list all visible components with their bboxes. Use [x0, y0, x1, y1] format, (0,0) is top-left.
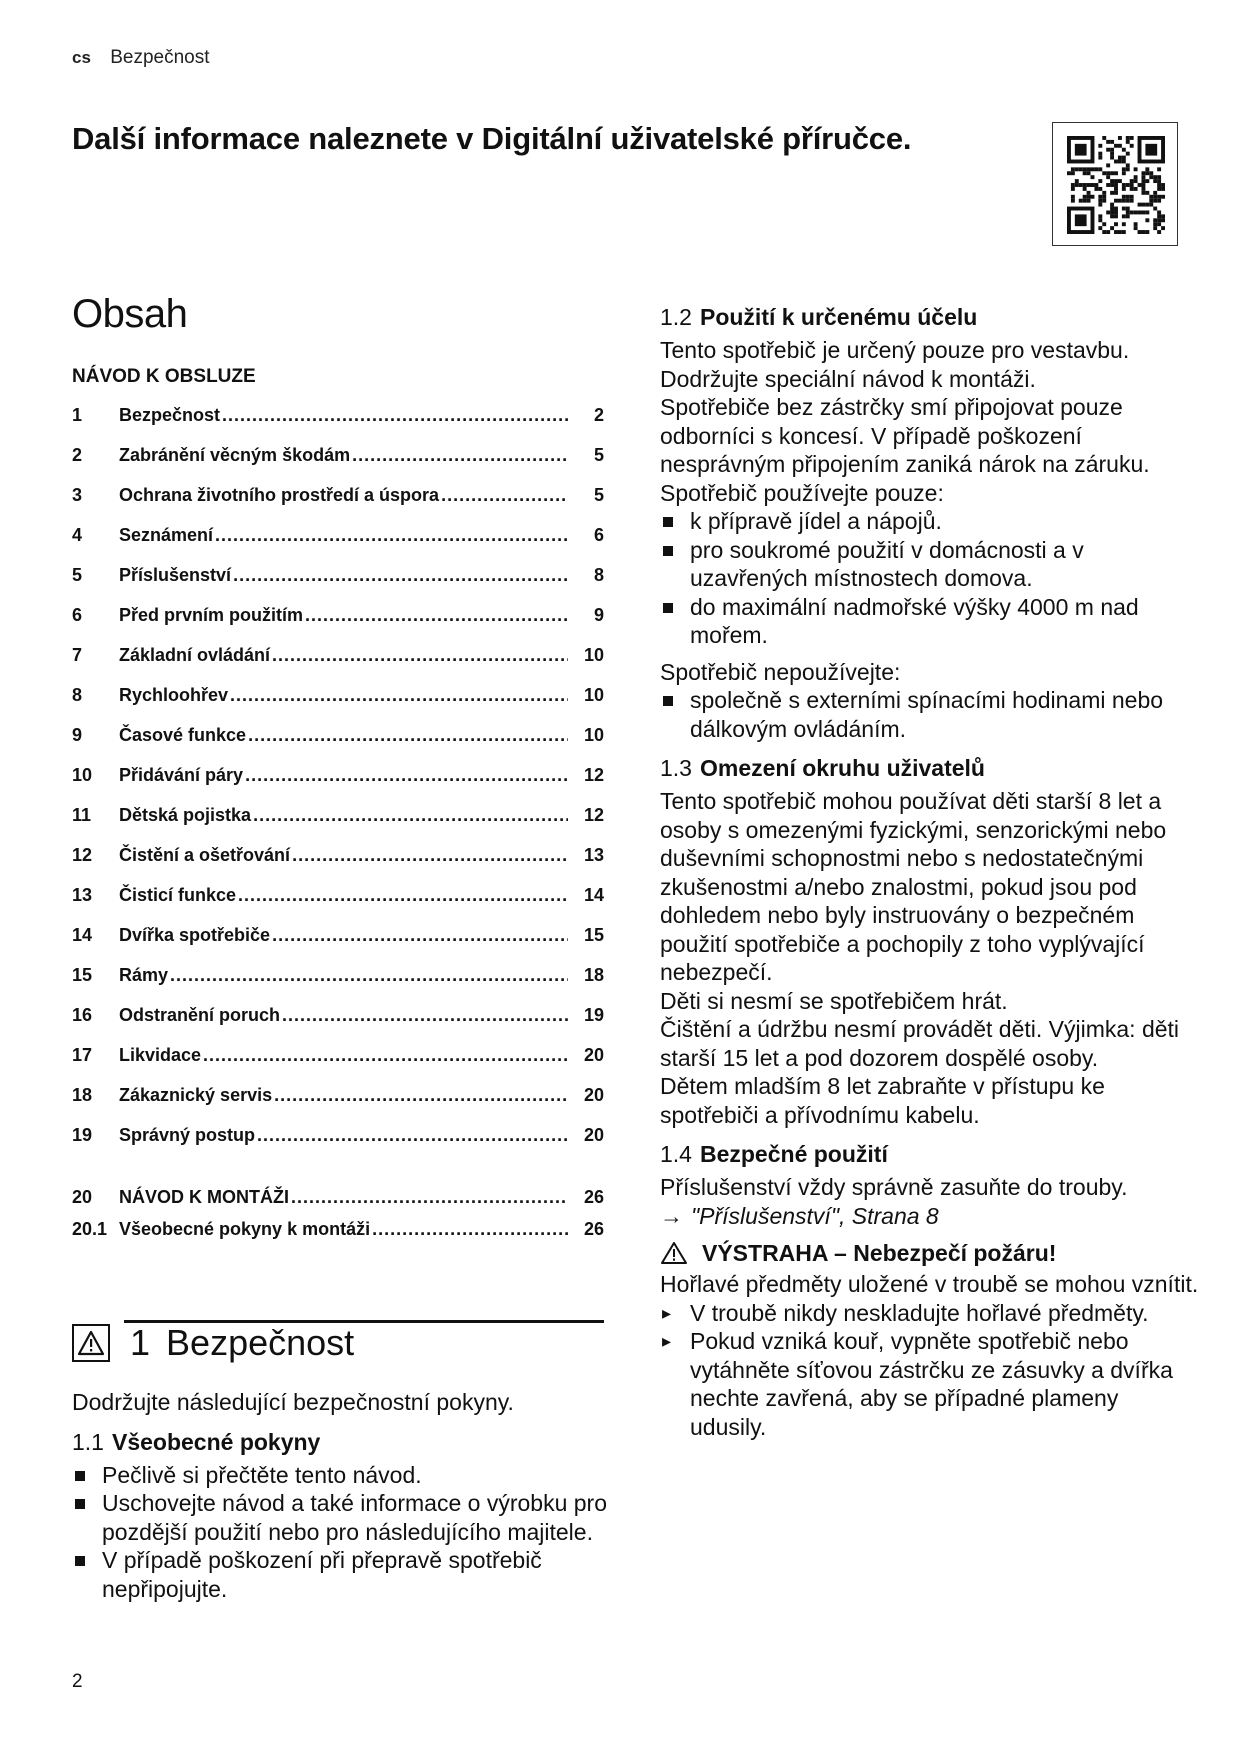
- toc-entry-page: 10: [583, 685, 604, 705]
- toc-entry[interactable]: [72, 1045, 604, 1085]
- paragraph: Děti si nesmí se spotřebičem hrát.: [660, 987, 1008, 1014]
- toc-leader-dots: [248, 725, 568, 746]
- toc-entry-page: 6: [593, 525, 604, 545]
- toc-entry[interactable]: [72, 1125, 604, 1165]
- list-item: k přípravě jídel a nápojů.: [660, 507, 1200, 536]
- toc-entry-page: 15: [583, 925, 604, 945]
- toc-heading: NÁVOD K OBSLUZE: [72, 366, 256, 387]
- section-1-left-content: [72, 1388, 612, 1603]
- toc-entry-title: Odstranění poruch: [119, 1005, 281, 1025]
- toc-entry-page: 8: [593, 565, 604, 585]
- subsection-number: 1.4: [660, 1141, 692, 1167]
- toc-entry-title: Základní ovládání: [119, 645, 271, 665]
- qr-code-icon: [1067, 136, 1165, 234]
- toc-list: [72, 405, 604, 1165]
- list-item: do maximální nadmořské výšky 4000 m nad mořem.: [660, 593, 1200, 650]
- toc-entry-page: 26: [583, 1187, 604, 1207]
- paragraph: Příslušenství vždy správně zasuňte do trouby.: [660, 1174, 1128, 1200]
- toc-entry-page: 20: [583, 1045, 604, 1065]
- toc-entry-number: 14: [72, 925, 93, 945]
- language-code: cs: [72, 48, 91, 67]
- toc-entry[interactable]: [72, 925, 604, 965]
- digital-manual-title: Další informace naleznete v Digitální uživatelské příručce.: [72, 121, 912, 156]
- warning-triangle-icon: [660, 1241, 688, 1265]
- toc-entry-number: 17: [72, 1045, 93, 1065]
- toc-entry-title: Dvířka spotřebiče: [119, 925, 271, 945]
- toc-leader-dots: [230, 685, 568, 706]
- toc-entry-number: 7: [72, 645, 83, 665]
- paragraph: Tento spotřebič mohou používat děti starší 8 let a osoby s omezenými fyzickými, senzorickými nebo duševními schopnostmi nebo s nedostatečnými zkušenostmi a/nebo znalostmi, pokud jsou pod dohledem nebo byly instruovány o bezpečném použití spotřebiče a pochopily z toho vyplývající nebezpečí.: [660, 788, 1167, 985]
- toc-entry[interactable]: [72, 1005, 604, 1045]
- toc-leader-dots: [272, 645, 568, 666]
- toc-entry-title: Dětská pojistka: [119, 805, 252, 825]
- toc-entry-number: 4: [72, 525, 83, 545]
- toc-leader-dots: [441, 485, 568, 506]
- toc-entry-page: 18: [583, 965, 604, 985]
- toc-entry-title: Seznámení: [119, 525, 214, 545]
- toc-entry[interactable]: [72, 965, 604, 1005]
- subsection-number: 1.1: [72, 1428, 104, 1455]
- subsection-title-text: Bezpečné použití: [699, 1141, 888, 1167]
- toc-entry-number: 5: [72, 565, 83, 585]
- toc-entry-page: 2: [593, 405, 604, 425]
- left-column: [72, 290, 607, 1602]
- toc-entry-page: 10: [583, 725, 604, 745]
- subsection-title-text: Omezení okruhu uživatelů: [699, 755, 985, 781]
- right-column: [660, 302, 1200, 1441]
- warning-triangle-icon: [72, 1324, 110, 1362]
- toc-entry-number: 15: [72, 965, 93, 985]
- toc-title: Obsah: [72, 292, 188, 336]
- toc-entry-title: Všeobecné pokyny k montáži: [119, 1219, 371, 1239]
- toc-leader-dots: [245, 765, 568, 786]
- section-heading: [72, 1322, 354, 1364]
- toc-entry[interactable]: [72, 565, 604, 605]
- toc-entry-title: Likvidace: [119, 1045, 202, 1065]
- toc-leader-dots: [253, 805, 568, 826]
- toc-entry[interactable]: [72, 485, 604, 525]
- toc-entry-page: 20: [583, 1085, 604, 1105]
- toc-entry-title: Správný postup: [119, 1125, 256, 1145]
- arrow-right-icon: →: [660, 1202, 683, 1229]
- fire-safety-steps: [660, 1299, 1200, 1442]
- list-item: V případě poškození při přepravě spotřebič nepřipojujte.: [72, 1546, 612, 1603]
- toc-entry[interactable]: [72, 725, 604, 765]
- toc-entry-page: 19: [583, 1005, 604, 1025]
- toc-entry-number: 6: [72, 605, 83, 625]
- list-item: ▸ V troubě nikdy neskladujte hořlavé předměty.: [660, 1299, 1200, 1328]
- paragraph: Čištění a údržbu nesmí provádět děti. Výjimka: děti starší 15 let a pod dozorem dospělé osoby.: [660, 1016, 1180, 1071]
- section-number: 1: [130, 1322, 151, 1363]
- toc-entry[interactable]: [72, 405, 604, 445]
- qr-code[interactable]: [1052, 122, 1178, 246]
- paragraph: Spotřebiče bez zástrčky smí připojovat pouze odborníci s koncesí. V případě poškození nesprávným připojením zaniká nárok na záruku.: [660, 394, 1150, 477]
- toc-entry-number: 20: [72, 1187, 93, 1207]
- subsection-title-text: Všeobecné pokyny: [111, 1428, 321, 1455]
- list-item: ▸ Pokud vzniká kouř, vypněte spotřebič nebo vytáhněte síťovou zástrčku ze zásuvky a dvířka nechte zavřená, aby se případné plameny udusily.: [660, 1327, 1200, 1441]
- warning-text: VÝSTRAHA – Nebezpečí požáru!: [702, 1240, 1057, 1266]
- paragraph: Spotřebič používejte pouze:: [660, 479, 944, 506]
- toc-entry[interactable]: [72, 1085, 604, 1125]
- general-instructions-list: [72, 1461, 612, 1604]
- list-item: Uschovejte návod a také informace o výrobku pro pozdější použití nebo pro následujícího majitele.: [72, 1489, 612, 1546]
- paragraph: Hořlavé předměty uložené v troubě se mohou vznítit.: [660, 1271, 1199, 1297]
- toc-entry-number: 18: [72, 1085, 93, 1105]
- paragraph: Dětem mladším 8 let zabraňte v přístupu ke spotřebiči a přívodnímu kabelu.: [660, 1073, 1105, 1128]
- toc-entry-number: 2: [72, 445, 83, 465]
- toc-entry-number: 16: [72, 1005, 93, 1025]
- toc-entry-number: 20.1: [72, 1219, 108, 1239]
- toc-leader-dots: [372, 1219, 568, 1240]
- toc-leader-dots: [291, 1187, 568, 1208]
- section-intro: Dodržujte následující bezpečnostní pokyny.: [72, 1389, 514, 1415]
- toc-leader-dots: [170, 965, 568, 986]
- toc-entry-title: Ochrana životního prostředí a úspora: [119, 485, 440, 505]
- toc-entry-number: 12: [72, 845, 93, 865]
- toc-entry[interactable]: [72, 605, 604, 645]
- toc-entry[interactable]: [72, 765, 604, 805]
- toc-entry-page: 12: [583, 765, 604, 785]
- list-item: Pečlivě si přečtěte tento návod.: [72, 1461, 612, 1490]
- allowed-use-list: [660, 507, 1200, 650]
- toc-entry-number: 19: [72, 1125, 93, 1145]
- toc-entry-page: 20: [583, 1125, 604, 1145]
- toc-entry[interactable]: [72, 445, 604, 485]
- header-section: Bezpečnost: [110, 47, 210, 68]
- section-title-text: Bezpečnost: [166, 1322, 355, 1363]
- toc-assembly-list: [72, 1187, 604, 1251]
- toc-entry[interactable]: [72, 805, 604, 845]
- subsection-1-3-title: [660, 753, 1200, 783]
- toc-leader-dots: [305, 605, 568, 626]
- toc-entry-page: 10: [583, 645, 604, 665]
- toc-entry-title: Čisticí funkce: [119, 885, 237, 905]
- toc-entry[interactable]: [72, 645, 604, 685]
- toc-entry-title: NÁVOD K MONTÁŽI: [119, 1187, 289, 1207]
- warning-heading: [660, 1238, 1200, 1268]
- toc-entry-title: Časové funkce: [119, 725, 247, 745]
- toc-leader-dots: [233, 565, 568, 586]
- toc-leader-dots: [352, 445, 568, 466]
- toc-leader-dots: [203, 1045, 568, 1066]
- list-item: společně s externími spínacími hodinami nebo dálkovým ovládáním.: [660, 686, 1200, 743]
- toc-entry-page: 14: [583, 885, 604, 905]
- toc-leader-dots: [274, 1085, 568, 1106]
- toc-entry-number: 11: [72, 805, 92, 825]
- toc-entry[interactable]: [72, 1219, 604, 1251]
- toc-leader-dots: [215, 525, 568, 546]
- toc-entry[interactable]: [72, 1187, 604, 1219]
- toc-entry-title: Přidávání páry: [119, 765, 244, 785]
- toc-entry-title: Čistění a ošetřování: [119, 845, 291, 865]
- paragraph: Tento spotřebič je určený pouze pro vestavbu. Dodržujte speciální návod k montáži.: [660, 337, 1130, 392]
- section-title: [130, 1322, 354, 1364]
- toc-entry[interactable]: [72, 885, 604, 925]
- toc-leader-dots: [282, 1005, 568, 1026]
- paragraph: Spotřebič nepoužívejte:: [660, 658, 901, 685]
- toc-entry-page: 5: [593, 445, 604, 465]
- toc-entry-title: Bezpečnost: [119, 405, 221, 425]
- page-number: 2: [72, 1671, 83, 1692]
- toc-entry-title: Zákaznický servis: [119, 1085, 273, 1105]
- toc-entry[interactable]: [72, 685, 604, 725]
- toc-entry-title: Rámy: [119, 965, 169, 985]
- toc-entry-page: 5: [593, 485, 604, 505]
- toc-entry-page: 26: [583, 1219, 604, 1239]
- page-header: [72, 47, 210, 69]
- toc-entry-number: 13: [72, 885, 93, 905]
- toc-entry-number: 8: [72, 685, 83, 705]
- toc-entry-title: Zabránění věcným škodám: [119, 445, 351, 465]
- subsection-number: 1.3: [660, 755, 692, 781]
- subsection-1-1-title: [72, 1427, 612, 1457]
- toc-entry-number: 10: [72, 765, 93, 785]
- toc-entry-number: 1: [72, 405, 83, 425]
- toc-leader-dots: [257, 1125, 568, 1146]
- toc-entry-title: Rychloohřev: [119, 685, 229, 705]
- toc-entry-number: 9: [72, 725, 83, 745]
- toc-entry[interactable]: [72, 525, 604, 565]
- toc-entry-page: 12: [583, 805, 604, 825]
- toc-leader-dots: [272, 925, 568, 946]
- toc-entry[interactable]: [72, 845, 604, 885]
- subsection-title-text: Použití k určenému účelu: [699, 304, 978, 330]
- toc-leader-dots: [238, 885, 568, 906]
- toc-entry-title: Příslušenství: [119, 565, 232, 585]
- toc-entry-number: 3: [72, 485, 83, 505]
- toc-entry-title: Před prvním použitím: [119, 605, 304, 625]
- cross-reference[interactable]: [660, 1202, 1200, 1231]
- subsection-1-4-title: [660, 1139, 1200, 1169]
- toc-entry-page: 13: [583, 845, 604, 865]
- cross-reference-link[interactable]: "Příslušenství", Strana 8: [691, 1202, 939, 1229]
- forbidden-use-list: [660, 686, 1200, 743]
- subsection-number: 1.2: [660, 304, 692, 330]
- toc-leader-dots: [222, 405, 568, 426]
- toc-leader-dots: [292, 845, 568, 866]
- list-item: pro soukromé použití v domácnosti a v uzavřených místnostech domova.: [660, 536, 1200, 593]
- subsection-1-2-title: [660, 302, 1200, 332]
- toc-entry-page: 9: [593, 605, 604, 625]
